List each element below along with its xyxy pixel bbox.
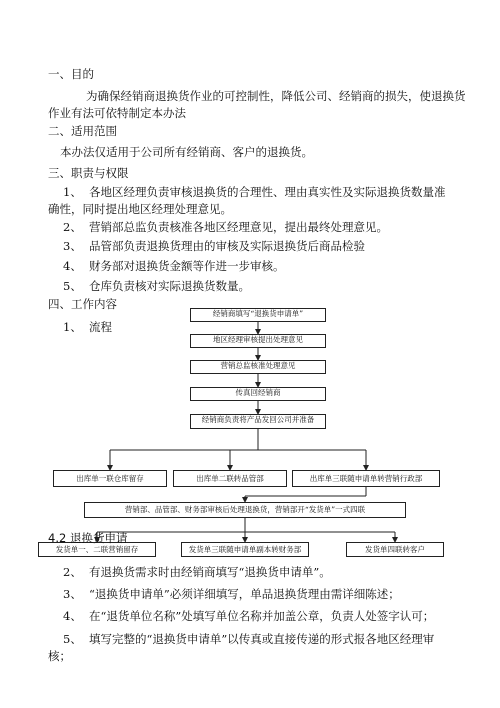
flow-step-dealer-returns-goods: 经销商负责将产品发回公司并准备 — [190, 414, 326, 429]
section-4-2-title: 4.2 退换货申请 — [48, 531, 128, 545]
section-3-title: 三、职责与权限 — [48, 166, 129, 180]
request-item-text-continued: 核； — [48, 649, 71, 663]
section-1-paragraph-line2: 作业有法可依特制定本办法 — [48, 106, 186, 120]
flow-step-regional-manager-review: 地区经理审核提出处理意见 — [190, 334, 326, 348]
duty-item-number: 5、 — [63, 279, 82, 293]
flow-step-delivery-copy3: 发货单三联随申请单副本转财务部 — [181, 542, 309, 557]
flow-step-outbound-copy1: 出库单一联仓库留存 — [53, 470, 167, 487]
request-item-number: 2、 — [63, 565, 82, 579]
section-4-title: 四、工作内容 — [48, 297, 117, 311]
flow-step-delivery-copy4: 发货单四联转客户 — [346, 542, 444, 557]
flow-step-outbound-copy3: 出库单三联随申请单转营销行政部 — [292, 470, 440, 487]
section-2-title: 二、适用范围 — [48, 124, 117, 138]
duty-item-number: 4、 — [63, 259, 82, 273]
workflow-item-number: 1、 — [63, 320, 82, 334]
flow-step-departments-process: 营销部、品管部、财务部审核后处理退换货，营销部开“发货单”一式四联 — [84, 502, 406, 518]
request-item-text: 在“退货单位名称”处填写单位名称并加盖公章，负责人处签字认可； — [89, 609, 435, 623]
request-item-text: “退换货申请单”必须详细填写，单品退换货理由需详细陈述； — [89, 587, 400, 601]
workflow-item-label: 流程 — [89, 320, 112, 334]
duty-item-number: 2、 — [63, 220, 82, 234]
duty-item-text: 营销部总监负责核准各地区经理意见，提出最终处理意见。 — [89, 220, 388, 234]
flow-step-director-approval: 营销总监核准处理意见 — [190, 360, 326, 374]
flow-step-fax-back: 传真回经销商 — [190, 387, 326, 401]
request-item-number: 4、 — [63, 609, 82, 623]
section-1-paragraph-line1: 为确保经销商退换货作业的可控制性，降低公司、经销商的损失，使退换货 — [86, 89, 466, 103]
request-item-text: 有退换货需求时由经销商填写“退换货申请单”。 — [89, 565, 331, 579]
duty-item-text-continued: 确性，同时提出地区经理处理意见。 — [48, 202, 232, 216]
duty-item-text: 各地区经理负责审核退换货的合理性、理由真实性及实际退换货数量准 — [89, 185, 446, 199]
duty-item-text: 仓库负责核对实际退换货数量。 — [89, 279, 250, 293]
flow-step-dealer-fills-request: 经销商填写“退换货申请单” — [190, 308, 326, 322]
request-item-number: 3、 — [63, 587, 82, 601]
duty-item-text: 财务部对退换货金额等作进一步审核。 — [89, 259, 285, 273]
flow-step-delivery-copy12: 发货单一、二联营销留存 — [38, 542, 156, 557]
section-2-paragraph: 本办法仅适用于公司所有经销商、客户的退换货。 — [60, 145, 313, 159]
flow-step-outbound-copy2: 出库单二联转品管部 — [173, 470, 287, 487]
duty-item-text: 品管部负责退换货理由的审核及实际退换货后商品检验 — [89, 239, 365, 253]
request-item-number: 5、 — [63, 632, 82, 646]
duty-item-number: 3、 — [63, 239, 82, 253]
duty-item-number: 1、 — [63, 185, 82, 199]
request-item-text: 填写完整的“退换货申请单”以传真或直接传递的形式报各地区经理审 — [89, 632, 435, 646]
section-1-title: 一、目的 — [48, 67, 94, 81]
